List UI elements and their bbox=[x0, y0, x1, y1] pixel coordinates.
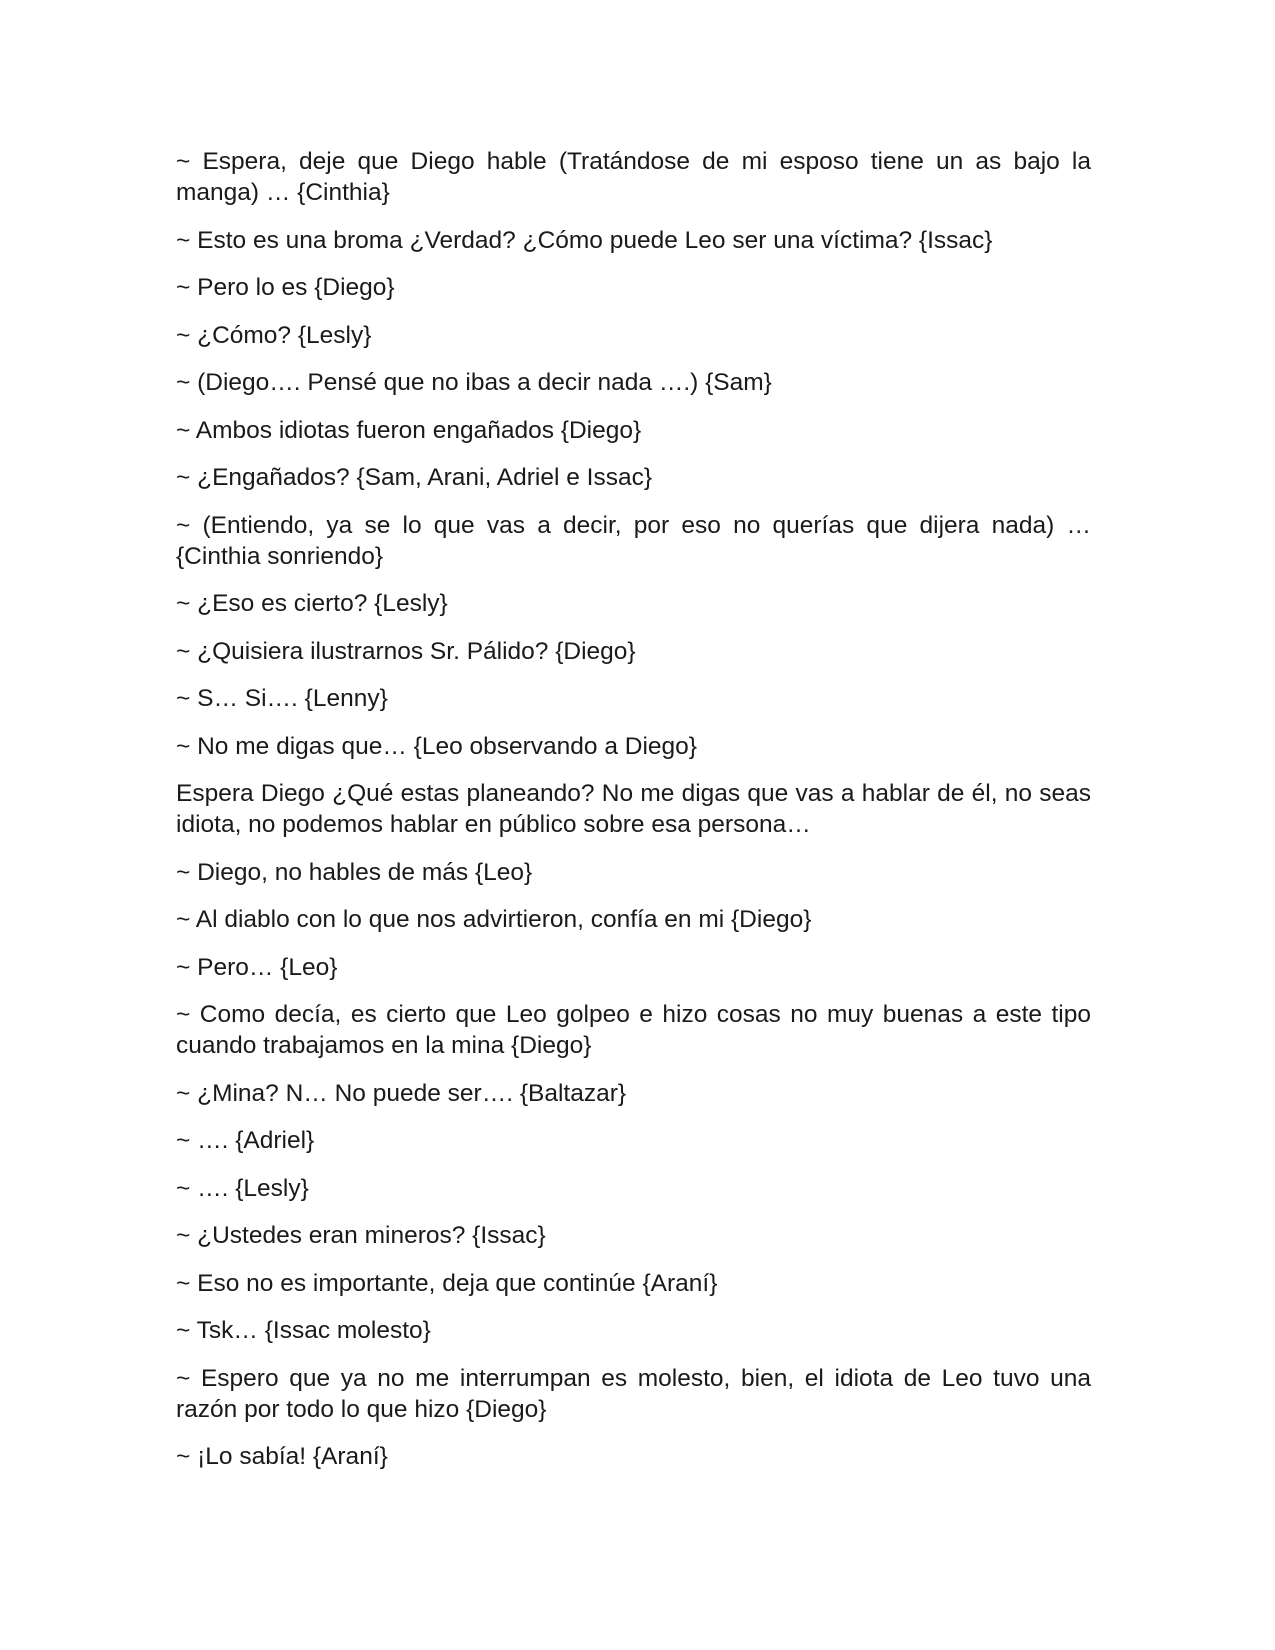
dialogue-paragraph: ~ Esto es una broma ¿Verdad? ¿Cómo puede Leo ser una víctima? {Issac} bbox=[176, 226, 993, 254]
dialogue-paragraph: ~ (Entiendo, ya se lo que vas a decir, por eso no querías que dijera nada) … {Cinthia sonriendo} bbox=[176, 511, 1091, 570]
dialogue-paragraph: ~ Espera, deje que Diego hable (Tratándose de mi esposo tiene un as bajo la manga) … {Cinthia} bbox=[176, 148, 1091, 206]
dialogue-paragraph: ~ Como decía, es cierto que Leo golpeo e hizo cosas no muy buenas a este tipo cuando trabajamos en la mina {Diego} bbox=[176, 1001, 1091, 1059]
dialogue-paragraph: ~ ¿Quisiera ilustrarnos Sr. Pálido? {Diego} bbox=[176, 637, 636, 665]
dialogue-paragraph: ~ ¿Engañados? {Sam, Arani, Adriel e Issac} bbox=[176, 464, 653, 491]
document-body bbox=[176, 146, 1091, 1489]
dialogue-paragraph: ~ …. {Lesly} bbox=[176, 1174, 309, 1202]
dialogue-paragraph: ~ Diego, no hables de más {Leo} bbox=[176, 858, 533, 886]
dialogue-paragraph: ~ Pero… {Leo} bbox=[176, 953, 338, 981]
dialogue-paragraph: ~ No me digas que… {Leo observando a Diego} bbox=[176, 732, 697, 760]
dialogue-paragraph: ~ ¿Ustedes eran mineros? {Issac} bbox=[176, 1222, 546, 1249]
dialogue-paragraph: ~ ¿Cómo? {Lesly} bbox=[176, 321, 372, 349]
dialogue-paragraph: ~ (Diego…. Pensé que no ibas a decir nada ….) {Sam} bbox=[176, 369, 772, 396]
dialogue-paragraph: ~ Eso no es importante, deja que continúe {Araní} bbox=[176, 1269, 718, 1297]
dialogue-paragraph: ~ Ambos idiotas fueron engañados {Diego} bbox=[176, 416, 642, 444]
dialogue-paragraph: ~ Espero que ya no me interrumpan es molesto, bien, el idiota de Leo tuvo una razón por todo lo que hizo {Diego} bbox=[176, 1364, 1091, 1423]
dialogue-paragraph: ~ …. {Adriel} bbox=[176, 1127, 315, 1154]
dialogue-paragraph: ~ Tsk… {Issac molesto} bbox=[176, 1317, 431, 1344]
dialogue-paragraph: ~ S… Si…. {Lenny} bbox=[176, 685, 388, 712]
narration-paragraph: Espera Diego ¿Qué estas planeando? No me digas que vas a hablar de él, no seas idiota, no podemos hablar en público sobre esa persona… bbox=[176, 780, 1091, 838]
dialogue-paragraph: ~ Al diablo con lo que nos advirtieron, confía en mi {Diego} bbox=[176, 906, 812, 933]
dialogue-paragraph: ~ ¿Mina? N… No puede ser…. {Baltazar} bbox=[176, 1079, 627, 1107]
dialogue-paragraph: ~ ¿Eso es cierto? {Lesly} bbox=[176, 590, 448, 617]
dialogue-paragraph: ~ Pero lo es {Diego} bbox=[176, 274, 395, 301]
dialogue-paragraph: ~ ¡Lo sabía! {Araní} bbox=[176, 1443, 388, 1470]
